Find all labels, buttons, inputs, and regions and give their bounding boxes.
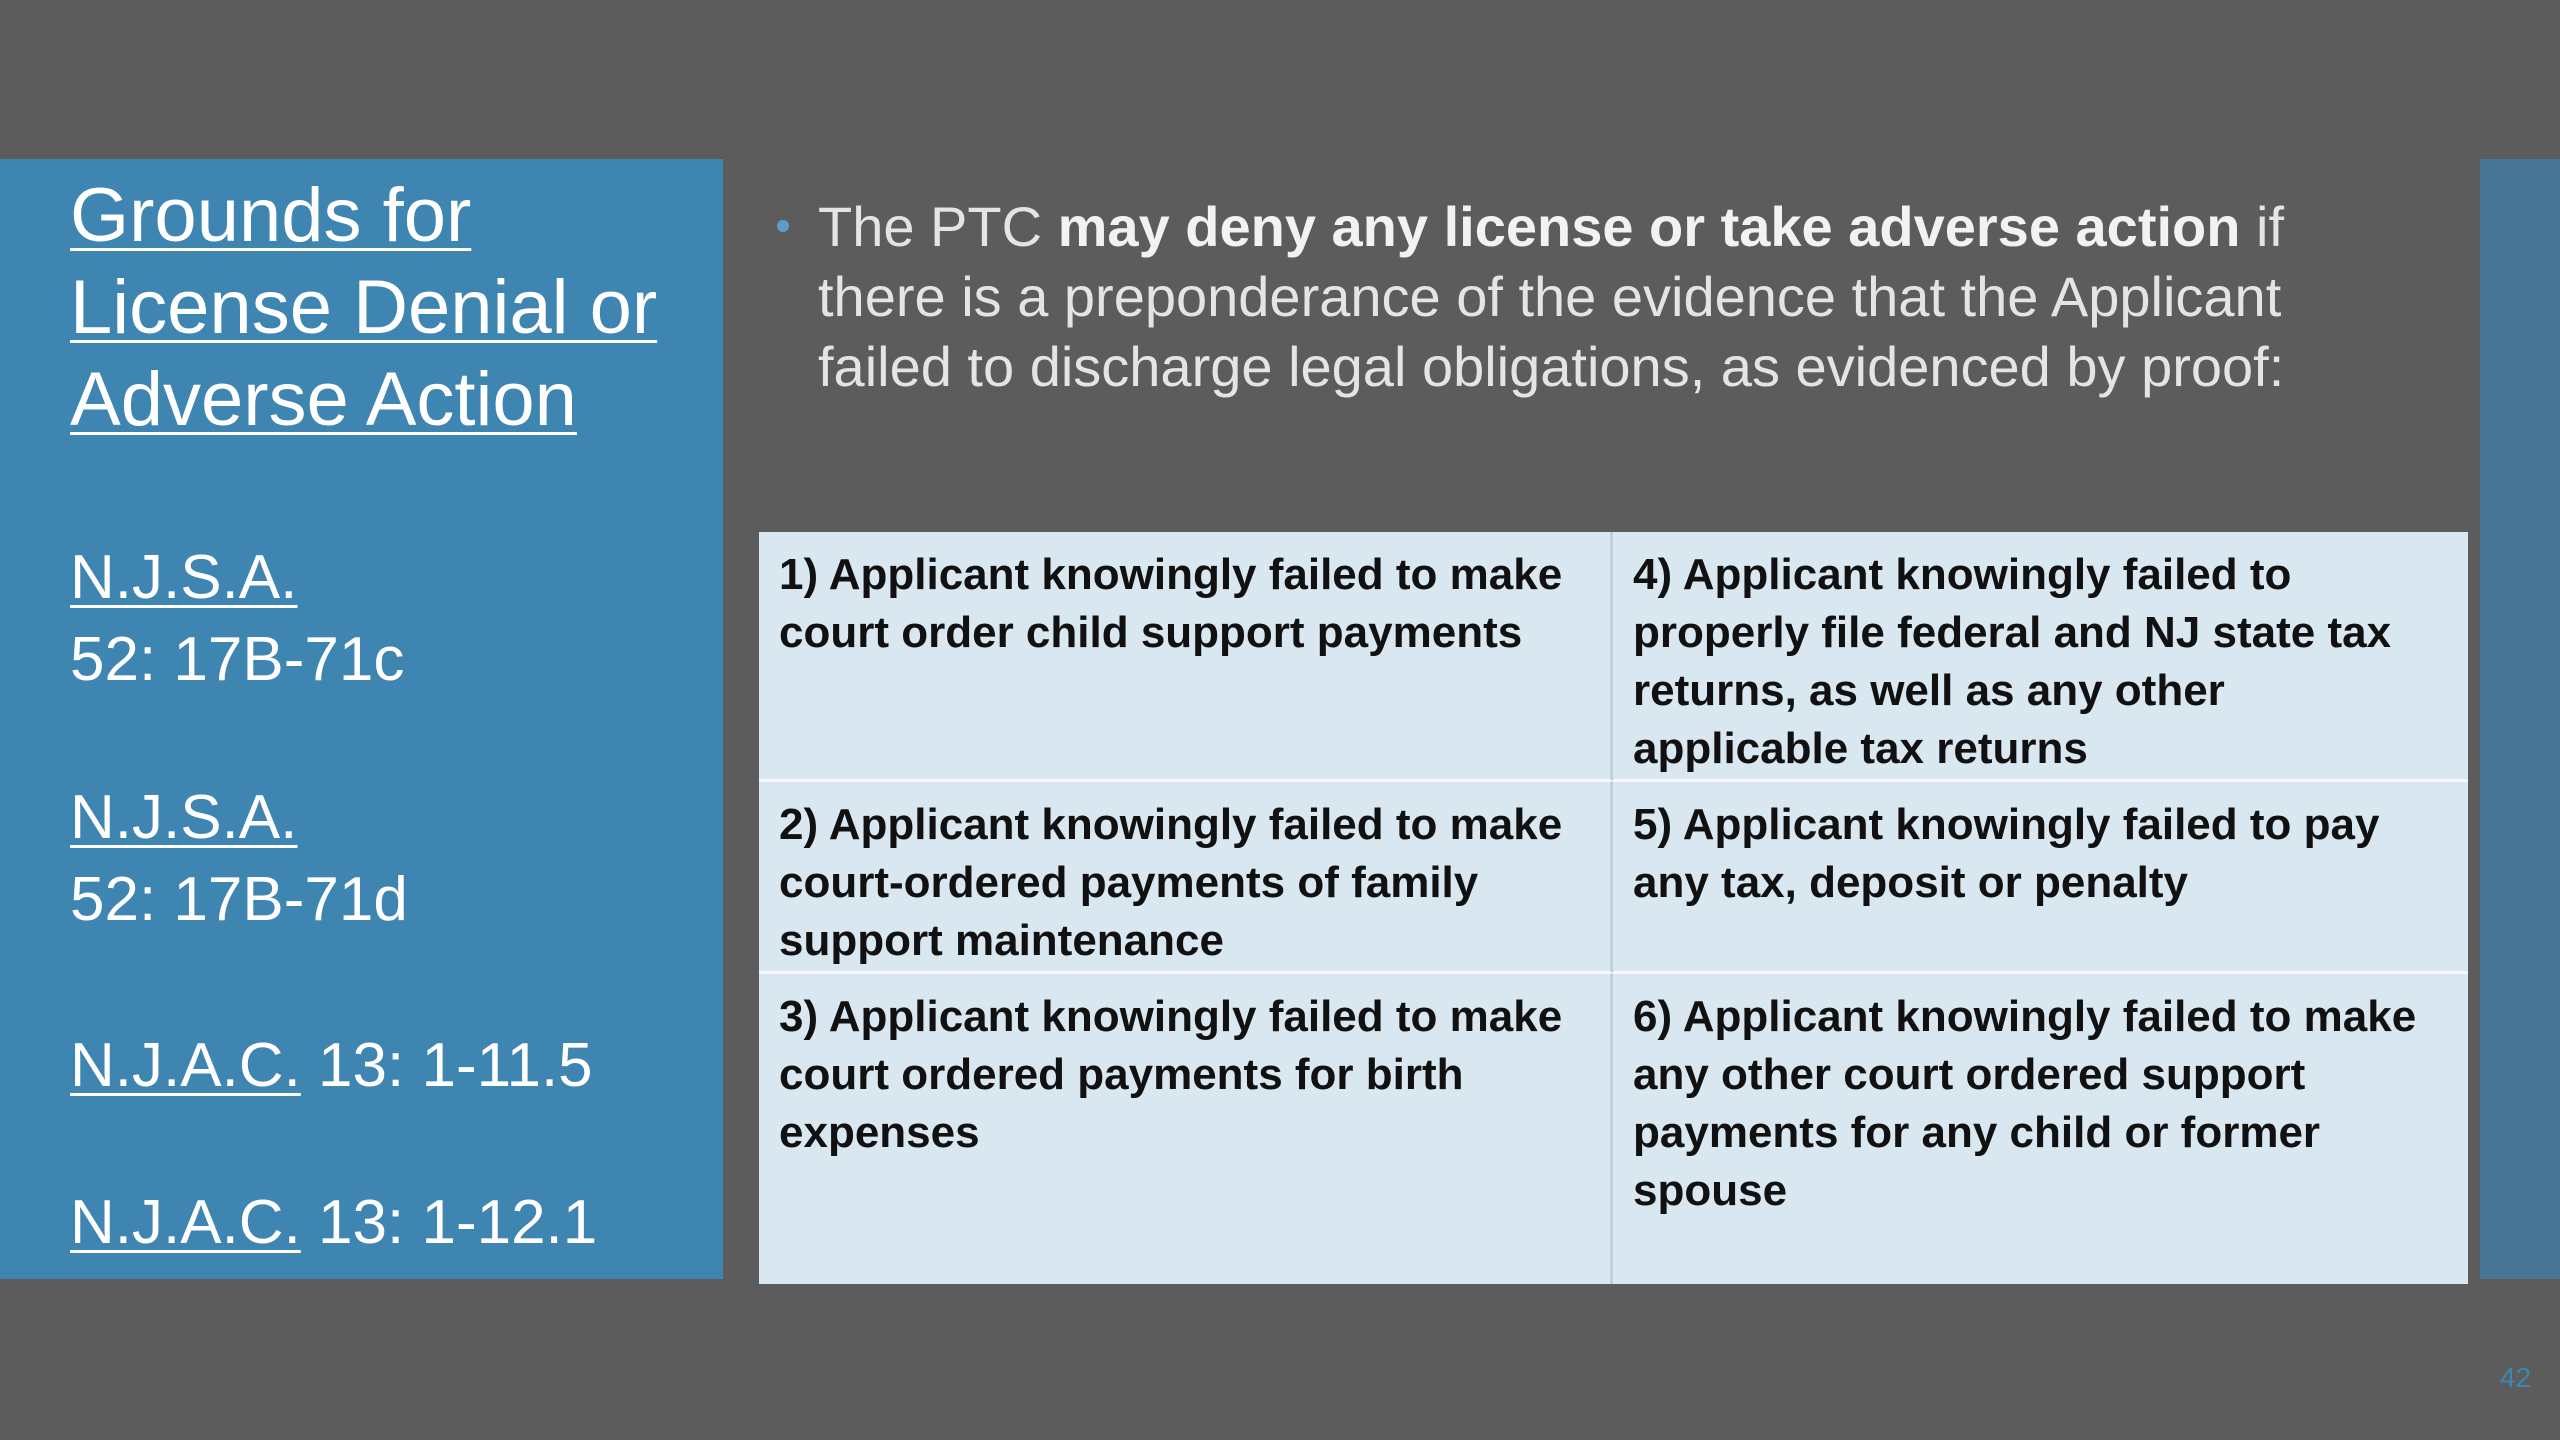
table-cell: 1) Applicant knowingly failed to make court order child support payments — [759, 532, 1613, 782]
bullet-text — [818, 192, 2420, 402]
bullet-icon — [777, 220, 789, 232]
bullet-rest: if there is a preponderance of the evidence that the Applicant failed to discharge legal obligations, as evidenced by proof: — [818, 195, 2285, 398]
bullet-bold-text: may deny any license or take adverse action — [1057, 195, 2241, 258]
citation-code: N.J.S.A. — [70, 783, 298, 852]
page-number: 42 — [2500, 1362, 2532, 1393]
citation-section: 52: 17B-71c — [70, 625, 405, 694]
table-cell: 5) Applicant knowingly failed to pay any tax, deposit or penalty — [1613, 782, 2468, 974]
bullet-point — [780, 192, 2420, 402]
table-cell: 3) Applicant knowingly failed to make court ordered payments for birth expenses — [759, 974, 1613, 1284]
table-cell: 6) Applicant knowingly failed to make any other court ordered support payments for any child or former spouse — [1633, 992, 2417, 1215]
right-accent-strip — [2480, 159, 2560, 1279]
grounds-table — [759, 532, 2468, 1284]
citation-njac-12-1 — [70, 1182, 597, 1264]
bullet-lead: The PTC — [818, 195, 1058, 258]
citation-section: 13: 1-11.5 — [318, 1031, 593, 1100]
citation-njsa-71c — [70, 537, 404, 701]
citation-section: 52: 17B-71d — [70, 865, 408, 934]
citation-njsa-71d — [70, 777, 408, 941]
citation-code: N.J.A.C. — [70, 1188, 301, 1257]
citation-code: N.J.A.C. — [70, 1031, 301, 1100]
citation-section: 13: 1-12.1 — [318, 1188, 598, 1257]
table-cell: 2) Applicant knowingly failed to make court-ordered payments of family support maintenance — [759, 782, 1613, 974]
citation-code: N.J.S.A. — [70, 543, 298, 612]
citation-njac-11-5 — [70, 1025, 593, 1107]
slide-title: Grounds for License Denial or Adverse Action — [70, 173, 658, 442]
table-cell: 4) Applicant knowingly failed to properly file federal and NJ state tax returns, as well as any other applicable tax returns — [1613, 532, 2468, 782]
